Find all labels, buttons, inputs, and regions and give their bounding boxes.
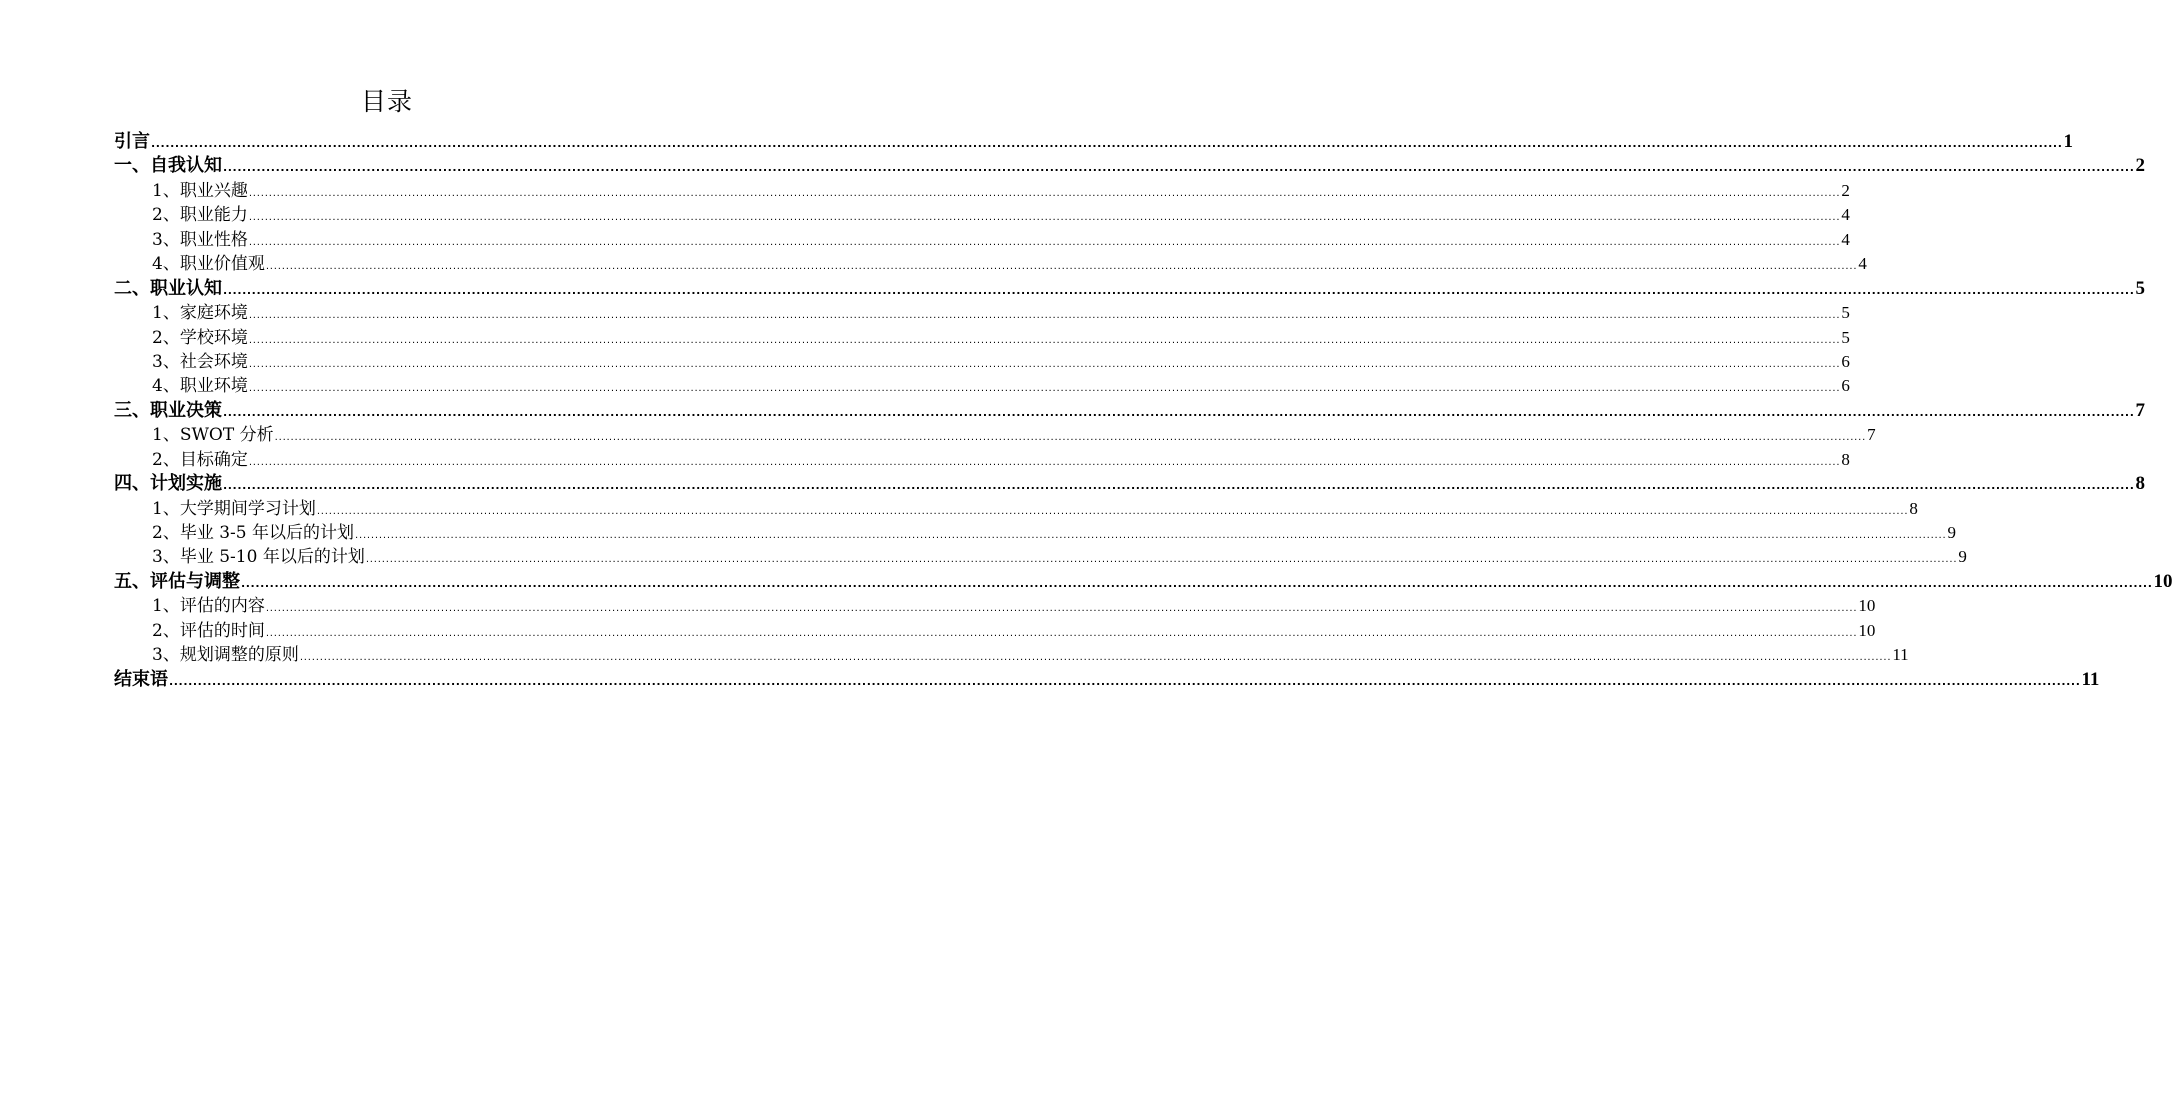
toc-entry-section[interactable]: [114, 301, 1850, 325]
dot-leader: ................................................................................................................................................................................................................................................................................................................................................................................................................: [248, 236, 1841, 248]
toc-entry-section[interactable]: [114, 179, 1850, 203]
toc-entry-title: 2、职业能力: [152, 205, 248, 226]
dot-leader: ................................................................................................................................................................................................................................................................................................................................................................................................................: [248, 334, 1841, 346]
toc-entry-section[interactable]: [114, 643, 1909, 667]
toc-entry-page-number: 8: [1841, 449, 1850, 469]
toc-entry-section[interactable]: [114, 594, 1876, 618]
toc-entry-section[interactable]: [114, 497, 1918, 521]
toc-entry-page-number: 1: [2063, 131, 2073, 152]
toc-entry-section[interactable]: [114, 619, 1876, 643]
toc-entry-title: 2、目标确定: [152, 449, 248, 470]
toc-entry-title: 引言: [114, 131, 150, 152]
toc-entry-section[interactable]: [114, 203, 1850, 227]
dot-leader: ................................................................................................................................................................................................................................................................................................................................................................................................................: [265, 261, 1858, 273]
toc-entry-page-number: 10: [1858, 620, 1876, 640]
toc-entry-page-number: 11: [2081, 668, 2100, 690]
toc-entry-page-number: 5: [1841, 327, 1850, 347]
toc-entry-section[interactable]: [114, 521, 1956, 545]
toc-entry-title: 1、家庭环境: [152, 303, 248, 324]
dot-leader: ................................................................................................................................................................................................................................................................................................................................................................................................................: [265, 603, 1858, 615]
dot-leader: ................................................................................................................................................................................................................................................................................................................................................................................................................: [169, 674, 2081, 688]
dot-leader: ................................................................................................................................................................................................................................................................................................................................................................................................................: [223, 161, 2135, 175]
toc-entry-title: 2、评估的时间: [152, 620, 265, 641]
toc-entry-title: 结束语: [114, 668, 168, 690]
dot-leader: ................................................................................................................................................................................................................................................................................................................................................................................................................: [151, 137, 2063, 150]
toc-entry-section[interactable]: [114, 374, 1850, 398]
toc-entry-section[interactable]: [114, 350, 1850, 374]
dot-leader: ................................................................................................................................................................................................................................................................................................................................................................................................................: [248, 456, 1841, 468]
toc-entry-page-number: 11: [1892, 645, 1909, 665]
dot-leader: ................................................................................................................................................................................................................................................................................................................................................................................................................: [274, 432, 1867, 444]
toc-entry-page-number: 6: [1841, 376, 1850, 396]
toc-entry-page-number: 10: [2153, 570, 2172, 592]
dot-leader: ................................................................................................................................................................................................................................................................................................................................................................................................................: [223, 479, 2135, 493]
toc-entry-title: 2、学校环境: [152, 327, 248, 348]
toc-entry-chapter[interactable]: [114, 130, 2073, 154]
toc-entry-title: 二、职业认知: [114, 277, 222, 299]
toc-entry-page-number: 7: [2135, 399, 2145, 421]
dot-leader: ................................................................................................................................................................................................................................................................................................................................................................................................................: [248, 212, 1841, 224]
toc-entry-title: 1、职业兴趣: [152, 180, 248, 201]
toc-entry-page-number: 6: [1841, 351, 1850, 371]
toc-entry-title: 2、毕业 3-5 年以后的计划: [152, 523, 354, 543]
toc-entry-title: 1、大学期间学习计划: [152, 498, 316, 519]
dot-leader: ................................................................................................................................................................................................................................................................................................................................................................................................................: [223, 283, 2135, 297]
toc-entry-title: 4、职业环境: [152, 376, 248, 397]
toc-entry-title: 3、规划调整的原则: [152, 645, 299, 666]
toc-entry-page-number: 7: [1867, 425, 1876, 445]
toc-entry-page-number: 8: [2135, 473, 2145, 495]
dot-leader: ................................................................................................................................................................................................................................................................................................................................................................................................................: [248, 383, 1841, 395]
toc-entry-title: 1、SWOT 分析: [152, 425, 274, 446]
toc-entry-page-number: 9: [1947, 523, 1956, 542]
dot-leader: ................................................................................................................................................................................................................................................................................................................................................................................................................: [223, 405, 2135, 419]
toc-entry-title: 一、自我认知: [114, 155, 222, 177]
table-of-contents: [114, 130, 2172, 692]
toc-entry-page-number: 4: [1841, 229, 1850, 249]
toc-entry-chapter[interactable]: [114, 570, 2172, 594]
toc-entry-page-number: 10: [1858, 596, 1876, 616]
toc-entry-title: 四、计划实施: [114, 473, 222, 495]
toc-entry-section[interactable]: [114, 423, 1876, 447]
toc-entry-page-number: 4: [1858, 254, 1867, 274]
toc-entry-chapter[interactable]: [114, 154, 2145, 178]
toc-entry-chapter[interactable]: [114, 277, 2145, 301]
toc-entry-title: 3、社会环境: [152, 351, 248, 372]
toc-entry-section[interactable]: [114, 545, 1967, 569]
dot-leader: ................................................................................................................................................................................................................................................................................................................................................................................................................: [248, 358, 1841, 370]
toc-entry-page-number: 8: [1909, 498, 1918, 518]
dot-leader: ................................................................................................................................................................................................................................................................................................................................................................................................................: [265, 627, 1858, 639]
toc-entry-title: 3、职业性格: [152, 229, 248, 250]
toc-entry-chapter[interactable]: [114, 399, 2145, 423]
dot-leader: ................................................................................................................................................................................................................................................................................................................................................................................................................: [248, 310, 1841, 322]
toc-entry-section[interactable]: [114, 252, 1867, 276]
toc-title: 目录: [360, 87, 413, 116]
toc-entry-page-number: 4: [1841, 205, 1850, 225]
dot-leader: ................................................................................................................................................................................................................................................................................................................................................................................................................: [241, 576, 2153, 590]
toc-entry-page-number: 5: [1841, 303, 1850, 323]
dot-leader: ................................................................................................................................................................................................................................................................................................................................................................................................................: [248, 187, 1841, 199]
dot-leader: ................................................................................................................................................................................................................................................................................................................................................................................................................: [316, 505, 1909, 517]
toc-entry-chapter[interactable]: [114, 472, 2145, 496]
toc-entry-title: 五、评估与调整: [114, 570, 240, 592]
toc-entry-section[interactable]: [114, 228, 1850, 252]
toc-entry-page-number: 2: [1841, 180, 1850, 200]
toc-entry-page-number: 2: [2135, 155, 2145, 177]
toc-entry-title: 1、评估的内容: [152, 596, 265, 617]
toc-entry-section[interactable]: [114, 448, 1850, 472]
toc-entry-page-number: 9: [1958, 547, 1967, 567]
toc-entry-page-number: 5: [2135, 277, 2145, 299]
toc-entry-title: 三、职业决策: [114, 399, 222, 421]
dot-leader: ................................................................................................................................................................................................................................................................................................................................................................................................................: [365, 554, 1958, 566]
toc-entry-title: 3、毕业 5-10 年以后的计划: [152, 547, 365, 568]
toc-entry-chapter[interactable]: [114, 668, 2100, 692]
dot-leader: ................................................................................................................................................................................................................................................................................................................................................................................................................: [299, 652, 1892, 664]
toc-entry-section[interactable]: [114, 326, 1850, 350]
toc-entry-title: 4、职业价值观: [152, 254, 265, 275]
dot-leader: ................................................................................................................................................................................................................................................................................................................................................................................................................: [355, 530, 1947, 541]
